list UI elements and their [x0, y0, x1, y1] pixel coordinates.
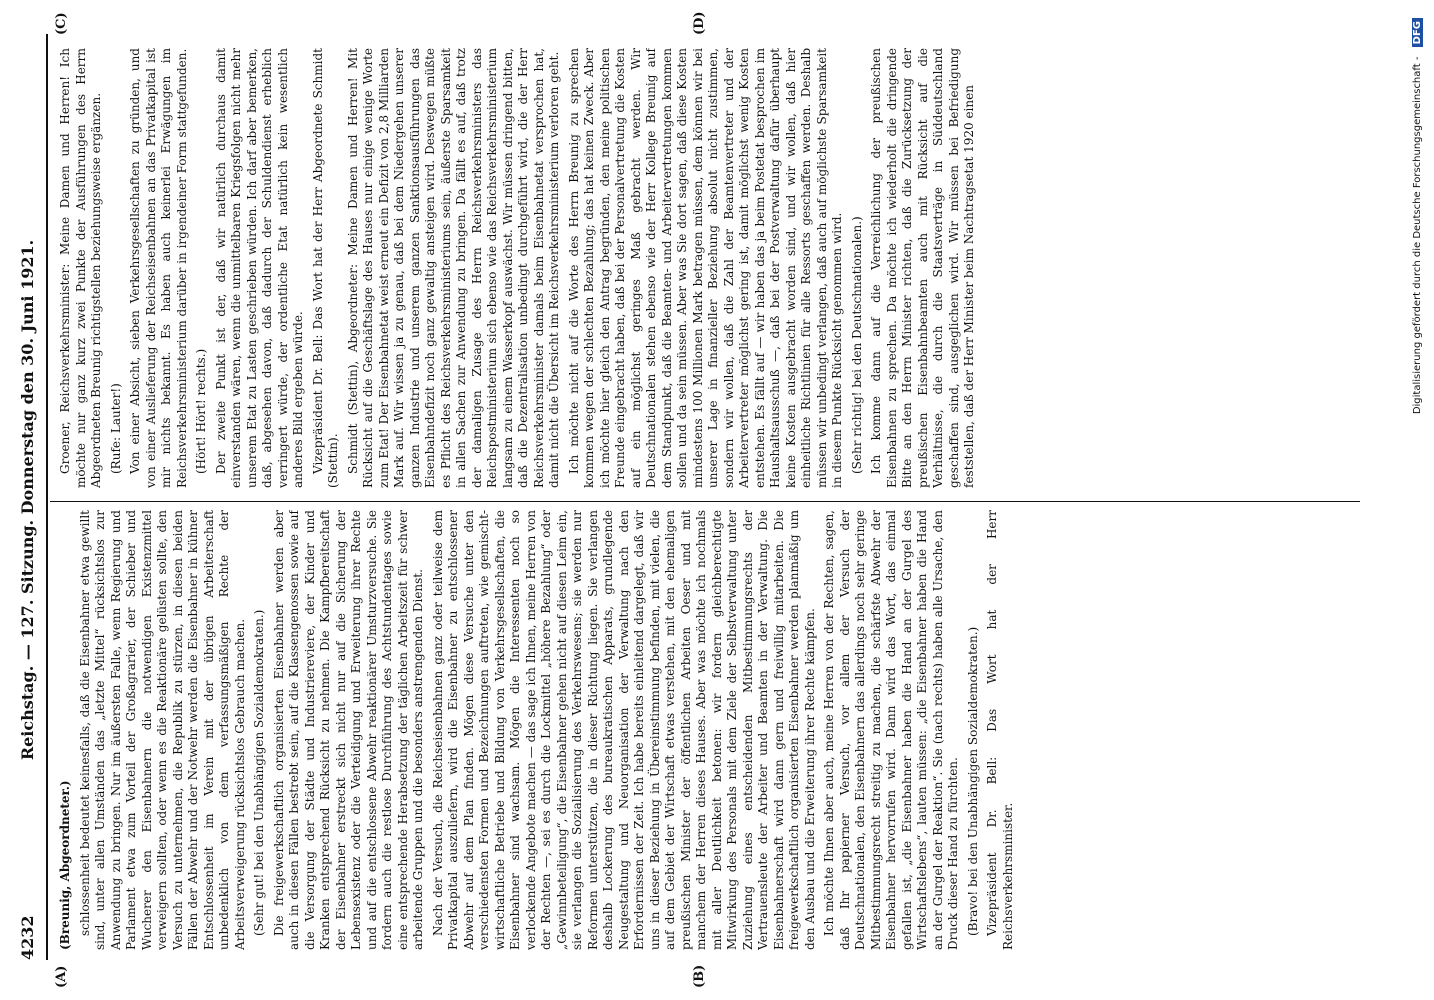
digitization-note: [1412, 0, 1428, 1000]
paragraph: schlossenheit bedeutet keinesfalls, daß die Eisenbahner etwa gewillt sind, unter allen Umständen das „letzte Mittel“ rücksichtslos zur Anwendung zu bringen. Nur im äußersten Falle, wenn Regierung und Parlament etwa zum Vorteil der Großagrarier, der Schieber und Wucherer den Eisenbahnern die notwendigen Existenzmittel verweigern sollten, oder wenn es die Reaktionäre gelüsten sollte, den Versuch zu unternehmen, die Republik zu stürzen, in diesen beiden Fällen der Abwehr und der Notwehr werden die Eisenbahner in kühner Entschlossenheit im Verein mit der übrigen Arbeiterschaft unbedenklich von dem verfassungsmäßigen Rechte der Arbeitsverweigerung rücksichtslos Gebrauch machen.: [77, 510, 247, 950]
column-divider: [50, 501, 1360, 502]
paragraph: Schmidt (Stettin), Abgeordneter: Meine Damen und Herren! Mit Rücksicht auf die Geschäftslage des Hauses nur einige wenige Worte zum Etat! Der Eisenbahnetat weist erneut ein Defizit von 2,8 Milliarden Mark auf. Wir wissen ja zu genau, daß bei dem Niedergehen unserer ganzen Industrie und unserem ganzen Sanktionsausführungen das Eisenbahndefizit noch ganz gewaltig ansteigen wird. Deswegen müßte es Pflicht des Reichsverkehrsministeriums sein, äußerste Sparsamkeit in allen Sachen zur Anwendung zu bringen. Da fällt es auf, daß trotz der damaligen Zusage des Herrn Reichsverkehrsministers das Reichspostministerium sich ebenso wie das Reichsverkehrsministerium langsam zu einem Wasserkopf auswächst. Wir müssen dringend bitten, daß die Dezentralisation unbedingt durchgeführt wird, die der Herr Reichsverkehrsminister damals beim Eisenbahnetat versprochen hat, damit nicht die Übersicht im Reichsverkehrsministerium verloren geht.: [345, 48, 561, 488]
paragraph: (Bravo! bei den Unabhängigen Sozialdemokraten.): [965, 626, 980, 936]
left-column-body: [78, 510, 1017, 950]
header-rule: [46, 34, 48, 960]
margin-marker-c: (C): [54, 12, 69, 35]
page-header: [8, 40, 42, 960]
paragraph: Ich komme dann auf die Verreichlichung der preußischen Eisenbahnen zu sprechen. Da möchte ich wiederholt die dringende Bitte an den Herrn Minister richten, daß die Zurücksetzung der preußischen Eisenbahnbeamten auch mit Rücksicht auf die Verhältnisse, die durch die Staatsverträge in Süddeutschland geschaffen sind, ausgeglichen wird. Wir müssen bei Befriedigung feststellen, daß der Herr Minister beim Nachtragsetat 1920 einen: [869, 48, 976, 488]
paragraph: Vizepräsident Dr. Bell: Das Wort hat der Herr Reichsverkehrsminister.: [985, 510, 1015, 950]
right-column-body: [58, 48, 978, 488]
digitization-text: Digitalisierung gefördert durch die Deutsche Forschungsgemeinschaft -: [1412, 56, 1423, 415]
margin-marker-d: (D): [692, 11, 707, 35]
paragraph: (Sehr richtig! bei den Deutschnationalen.): [849, 216, 864, 474]
speaker-tag: (Breunig, Abgeordneter.): [58, 780, 72, 950]
paragraph: (Hört! Hört! rechts.): [194, 348, 208, 474]
left-column: [58, 510, 1364, 950]
margin-marker-b: (B): [692, 964, 707, 988]
paragraph: Von einer Absicht, sieben Verkehrsgesellschaften zu gründen, und von einer Auslieferung der Reichseisenbahnen an das Privatkapital ist mir nichts bekannt. Es haben auch keinerlei Erwägungen im Reichsverkehrsministerium darüber in irgendeiner Form stattgefunden.: [128, 48, 189, 488]
paragraph: (Rufe: Lauter!): [108, 383, 123, 474]
paragraph: Groener, Reichsverkehrsminister: Meine Damen und Herren! Ich möchte nur ganz kurz zwei Punkte der Ausführungen des Herrn Abgeordneten Breunig richtigstellen beziehungsweise ergänzen.: [58, 48, 103, 488]
paragraph: Nach der Versuch, die Reichseisenbahnen ganz oder teilweise dem Privatkapital auszuliefern, wird die Eisenbahner zu entschlossener Abwehr auf dem Plan finden. Mögen diese Versuche unter den verschiedensten Formen und Bezeichnungen auftreten, wie gemischt-wirtschaftliche Betriebe und Bildung von Verkehrsgesellschaften, die Eisenbahner sind wachsam. Mögen die Interessenten noch so verlockende Angebote machen — das sage ich Ihnen, meine Herren von der Rechten —, sei es durch die Lockmittel „höhere Bezahlung“ oder „Gewinnbeteiligung“, die Eisenbahner gehen nicht auf diesen Leim ein, sie verlangen die Sozialisierung des Verkehrswesens; sie werden nur Reformen unterstützen, die in dieser Richtung liegen. Sie verlangen deshalb Lockerung des bureaukratischen Apparats, grundlegende Neugestaltung und Neuorganisation der Verwaltung nach den Erfordernissen der Zeit. Ich habe bereits einleitend dargelegt, daß wir uns in dieser Beziehung in Übereinstimmung befinden, mit vielen, die auf dem Gebiet der Wirtschaft etwas verstehen, mit den ehemaligen preußischen Minister der öffentlichen Arbeiten Oeser und mit manchem der Herren dieses Hauses. Aber was möchte ich nochmals mit aller Deutlichkeit betonen: wir fordern gleichberechtigte Mitwirkung des Personals mit dem Ziele der Selbstverwaltung unter Zuziehung eines entscheidenden Mitbestimmungsrechts der Vertrauensleute der Arbeiter und Beamten in der Verwaltung. Die Eisenbahnerschaft wird dann gern und freiwillig mitarbeiten. Die freigewerkschaftlich organisierten Eisenbahner werden planmäßig um den Ausbau und die Erweiterung ihrer Rechte kämpfen.: [430, 510, 817, 950]
right-column: [58, 48, 1364, 488]
paragraph: Die freigewerkschaftlich organisierten Eisenbahner werden aber auch in diesen Fällen bestrebt sein, auf die Klassengenossen sowie auf die Versorgung der Städte und Industriereviere, der Kinder und Kranken entsprechend Rücksicht zu nehmen. Die Kampfbereitschaft der Eisenbahner erstreckt sich nicht nur auf die Sicherung der Lebensexistenz oder die Verteidigung und Erweiterung ihrer Rechte und auf die entschlossene Abwehr reaktionärer Umsturzversuche. Sie fordern auch die restlose Durchführung des Achtstundentages sowie eine entsprechende Herabsetzung der täglichen Arbeitszeit für schwer arbeitende Gruppen und die besonders anstrengenden Dienst.: [271, 510, 425, 950]
paragraph: Vizepräsident Dr. Bell: Das Wort hat der Herr Abgeordnete Schmidt (Stettin).: [310, 48, 340, 488]
paragraph: Ich möchte Ihnen aber auch, meine Herren von der Rechten, sagen, daß Ihr papierner Versuch, vor allem der Versuch der Deutschnationalen, den Eisenbahnern das allerdings noch sehr geringe Mitbestimmungsrecht streitig zu machen, die schärfste Abwehr der Eisenbahner hervorrufen wird. Dann wird das Wort, das einmal gefallen ist, „die Eisenbahner haben die Hand an der Gurgel des Wirtschaftslebens“, lauten müssen: „die Eisenbahner haben die Hand an der Gurgel der Reaktion“. Sie (nach rechts) haben alle Ursache, den Druck dieser Hand zu fürchten.: [822, 510, 960, 950]
paragraph: (Sehr gut! bei den Unabhängigen Sozialdemokraten.): [252, 609, 266, 936]
paragraph: Der zweite Punkt ist der, daß wir natürlich durchaus damit einverstanden wären, wenn die unmittelbaren Kriegsfolgen nicht mehr unserem Etat zu Lasten geschrieben würden. Ich darf aber bemerken, daß, abgesehen davon, daß dadurch der Schuldendienst erheblich verringert würde, der ordentliche Etat natürlich kein wesentlich anderes Bild ergeben würde.: [213, 48, 305, 488]
paragraph: Ich möchte nicht auf die Worte des Herrn Breunig zu sprechen kommen wegen der schlechten Bezahlung; das hat keinen Zweck. Aber ich möchte hier gleich den Antrag begründen, den meine politischen Freunde eingebracht haben, daß bei der Personalvertretung die Kosten auf ein möglichst geringes Maß gebracht werden. Wir Deutschnationalen stehen ebenso wie der Herr Kollege Breunig auf dem Standpunkt, daß die Beamten- und Arbeitervertretungen kommen sollen und da sein müssen. Aber was Sie dort sagen, daß diese Kosten mindestens 100 Millionen Mark betragen müssen, dem können wir bei unserer Lage in finanzieller Beziehung absolut nicht zustimmen, sondern wir wollen, daß die Zahl der Beamtenvertreter und der Arbeitervertreter möglichst gering ist, damit möglichst wenig Kosten entstehen. Es fällt auf — wir haben das ja beim Postetat besprochen im Haushaltsausschuß —, daß bei der Postverwaltung dafür überhaupt keine Kosten ausgebracht worden sind, und wir wollen, daß hier einheitliche Richtlinien für alle Ressorts geschaffen werden. Deshalb müssen wir unbedingt verlangen, daß auch auf möglichste Sparsamkeit in diesem Punkte Rücksicht genommen wird.: [566, 48, 844, 488]
page-number: 4232: [18, 915, 37, 960]
margin-marker-a: (A): [54, 965, 69, 988]
dfg-logo: DFG: [1412, 18, 1423, 47]
running-title: Reichstag. — 127. Sitzung. Donnerstag den 30. Juni 1921.: [18, 239, 37, 761]
